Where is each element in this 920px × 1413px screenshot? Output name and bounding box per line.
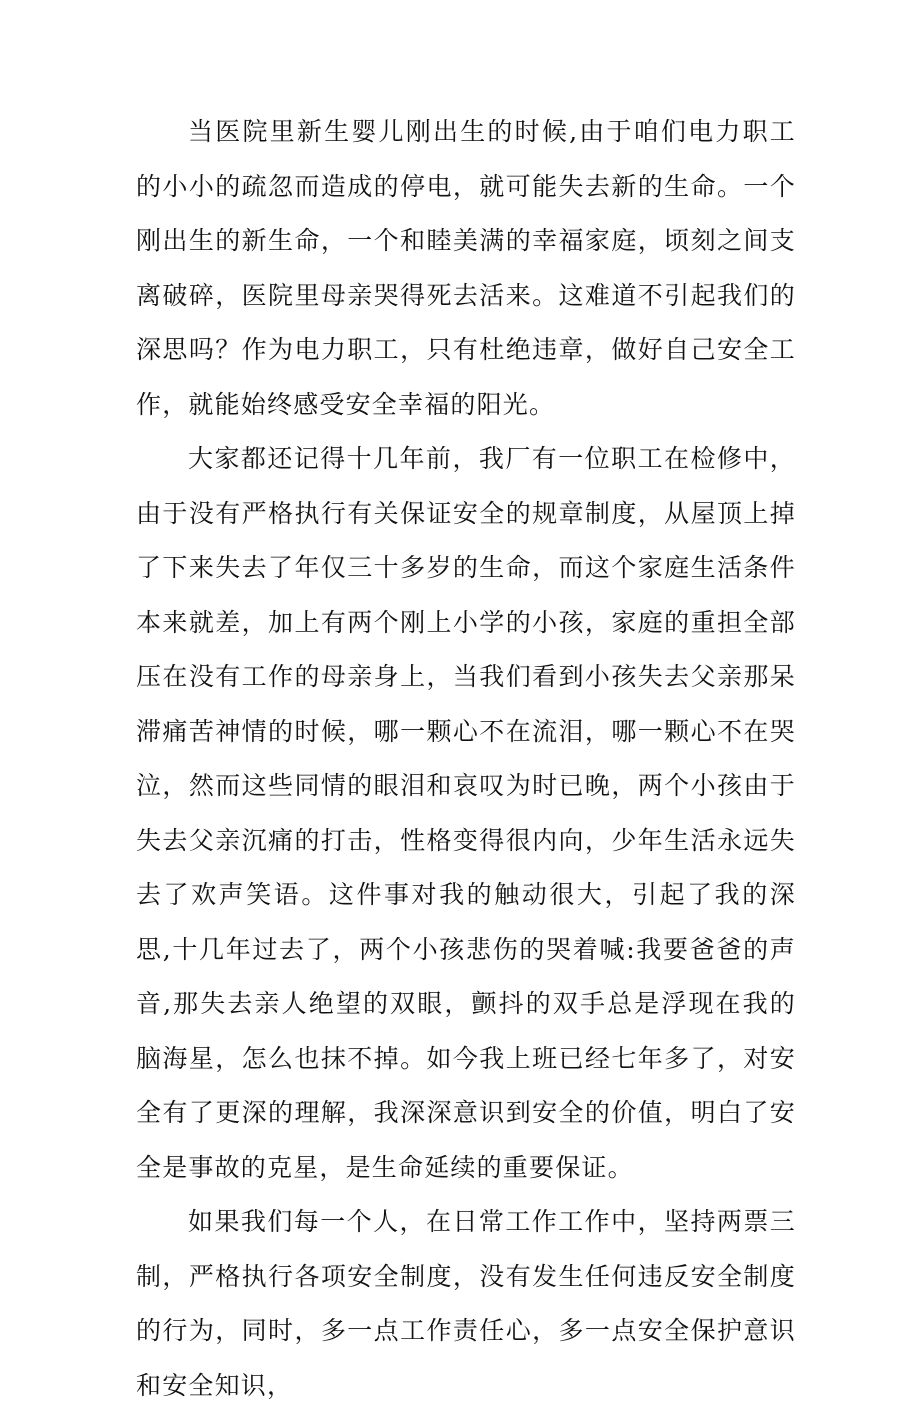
document-body [136,105,796,1413]
paragraph-3: 如果我们每一个人，在日常工作工作中，坚持两票三制，严格执行各项安全制度，没有发生任何违反安全制度的行为，同时，多一点工作责任心，多一点安全保护意识和安全知识， [136,1207,796,1400]
paragraph-2: 大家都还记得十几年前，我厂有一位职工在检修中，由于没有严格执行有关保证安全的规章制度，从屋顶上掉了下来失去了年仅三十多岁的生命，而这个家庭生活条件本来就差，加上有两个刚上小学的小孩，家庭的重担全部压在没有工作的母亲身上，当我们看到小孩失去父亲那呆滞痛苦神情的时候，哪一颗心不在流泪，哪一颗心不在哭泣，然而这些同情的眼泪和哀叹为时已晚，两个小孩由于失去父亲沉痛的打击，性格变得很内向，少年生活永远失去了欢声笑语。这件事对我的触动很大，引起了我的深思,十几年过去了，两个小孩悲伤的哭着喊:我要爸爸的声音,那失去亲人绝望的双眼，颤抖的双手总是浮现在我的脑海星，怎么也抹不掉。如今我上班已经七年多了，对安全有了更深的理解，我深深意识到安全的价值，明白了安全是事故的克星，是生命延续的重要保证。 [136,444,796,1182]
paragraph-1: 当医院里新生婴儿刚出生的时候,由于咱们电力职工的小小的疏忽而造成的停电，就可能失去新的生命。一个刚出生的新生命，一个和睦美满的幸福家庭，顷刻之间支离破碎，医院里母亲哭得死去活来。这难道不引起我们的深思吗？作为电力职工，只有杜绝违章，做好自己安全工作，就能始终感受安全幸福的阳光。 [136,117,796,419]
